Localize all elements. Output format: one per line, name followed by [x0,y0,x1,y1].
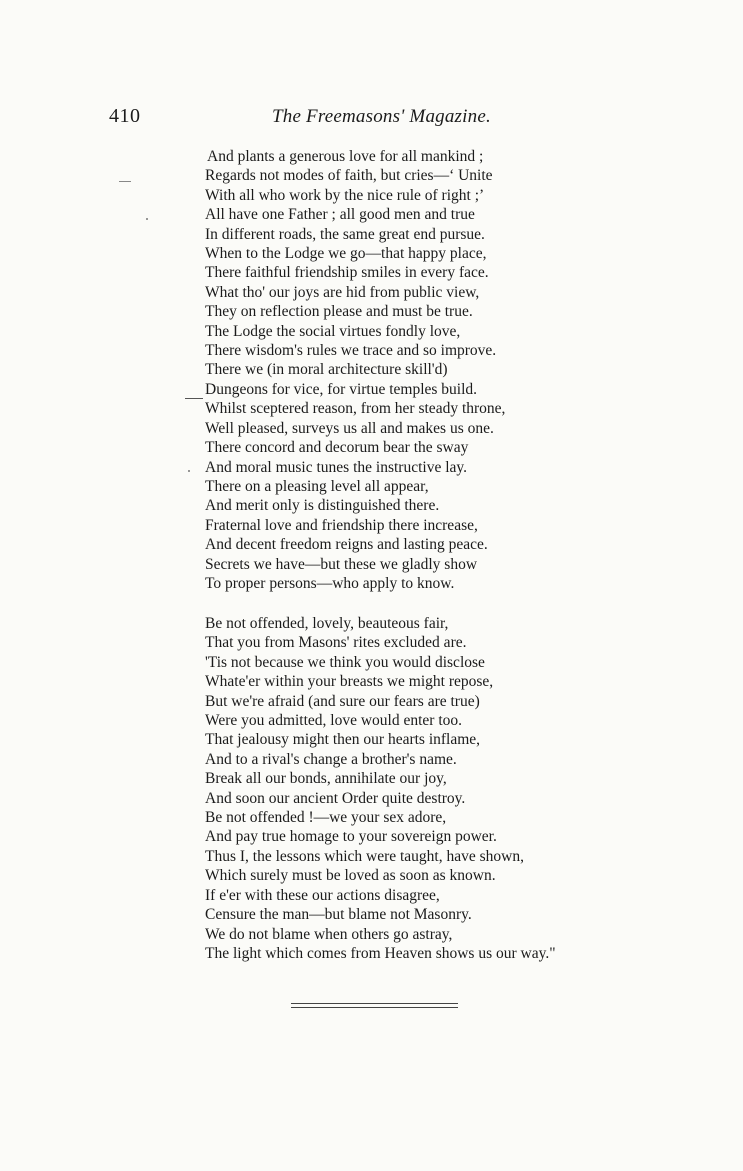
poem-line: 'Tis not because we think you would disclose [205,653,485,671]
poem-line: With all who work by the nice rule of right ;’ [205,186,485,204]
poem-line: The Lodge the social virtues fondly love, [205,322,461,340]
margin-mark [119,181,131,182]
poem-line: What tho' our joys are hid from public view, [205,283,480,301]
poem-line: They on reflection please and must be true. [205,303,473,321]
poem-line: Whilst sceptered reason, from her steady throne, [205,400,506,418]
poem-line: Fraternal love and friendship there increase, [205,516,478,534]
poem-line: Thus I, the lessons which were taught, have shown, [205,847,524,865]
poem-stanza-1 [205,147,645,593]
poem-line: And to a rival's change a brother's name. [205,750,457,768]
poem-line: And plants a generous love for all mankind ; [207,148,484,165]
poem-line: There on a pleasing level all appear, [205,477,429,495]
poem-line: Be not offended, lovely, beauteous fair, [205,615,449,632]
margin-mark [185,398,203,399]
poem-line: Were you admitted, love would enter too. [205,712,463,730]
rule-line-bottom [291,1007,458,1008]
poem-line: Censure the man—but blame not Masonry. [205,906,472,924]
poem-line: And merit only is distinguished there. [205,497,440,515]
poem-line: There wisdom's rules we trace and so improve. [205,342,497,360]
poem-line: All have one Father ; all good men and true [205,206,475,224]
poem-line: Be not offended !—we your sex adore, [205,809,447,827]
poem-line: There we (in moral architecture skill'd) [205,361,448,379]
poem-line: Which surely must be loved as soon as known. [205,867,496,885]
poem-line: But we're afraid (and sure our fears are true) [205,692,480,710]
margin-mark [188,470,190,472]
poem-line: Break all our bonds, annihilate our joy, [205,770,447,788]
page-header [0,0,743,140]
poem-line: That jealousy might then our hearts inflame, [205,731,481,749]
running-title: The Freemasons' Magazine. [272,106,491,127]
poem-line: Whate'er within your breasts we might repose, [205,673,494,691]
poem-line: That you from Masons' rites excluded are. [205,634,467,652]
poem-line: Dungeons for vice, for virtue temples build. [205,380,478,398]
poem-line: We do not blame when others go astray, [205,925,453,943]
poem-line: And decent freedom reigns and lasting peace. [205,536,488,554]
margin-mark [146,218,148,220]
poem-line: Regards not modes of faith, but cries—‘ Unite [205,167,493,185]
poem-line: When to the Lodge we go—that happy place, [205,245,487,263]
poem-line: Secrets we have—but these we gladly show [205,555,478,573]
poem-line: To proper persons—who apply to know. [205,574,455,592]
poem-line: And pay true homage to your sovereign power. [205,828,497,846]
poem-line: The light which comes from Heaven shows us our way." [205,944,556,962]
poem-line: If e'er with these our actions disagree, [205,886,440,904]
poem-line: There faithful friendship smiles in every face. [205,264,489,282]
poem-line: There concord and decorum bear the sway [205,439,469,457]
closing-double-rule [291,1003,458,1009]
poem-line: And moral music tunes the instructive lay. [205,458,468,476]
poem-line: In different roads, the same great end pursue. [205,225,485,243]
page-number: 410 [109,105,141,127]
poem-line: And soon our ancient Order quite destroy. [205,789,466,807]
poem-stanza-2 [205,614,645,963]
poem-line: Well pleased, surveys us all and makes us one. [205,419,494,437]
rule-line-top [291,1003,458,1004]
